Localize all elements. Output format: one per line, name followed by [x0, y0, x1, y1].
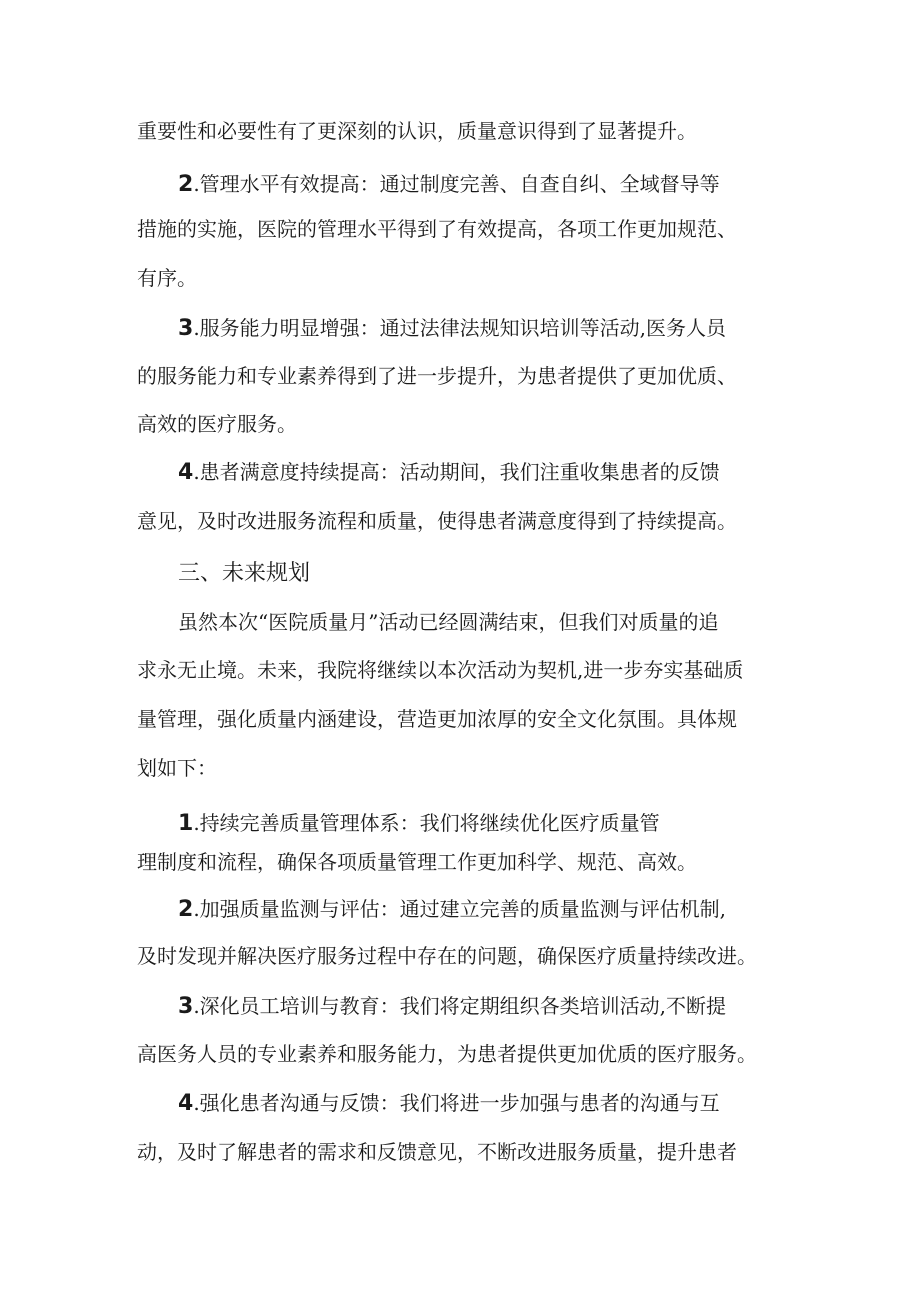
list-number: 1: [178, 811, 194, 836]
list-item-text: .管理水平有效提高：通过制度完善、自查自纠、全域督导等: [193, 172, 720, 196]
paragraph-line: 求永无止境。未来，我院将继续以本次活动为契机,进一步夯实基础质: [137, 658, 744, 682]
list-item-line: [178, 1090, 720, 1117]
list-item-line: 有序。: [137, 266, 197, 290]
list-number: 4: [178, 460, 194, 485]
paragraph-line: 量管理，强化质量内涵建设，营造更加浓厚的安全文化氛围。具体规: [137, 707, 737, 731]
paragraph-line: 重要性和必要性有了更深刻的认识，质量意识得到了显著提升。: [137, 119, 697, 143]
list-item-line: [178, 459, 720, 486]
list-item-line: [178, 171, 720, 198]
list-number: 4: [178, 1091, 194, 1116]
list-item-line: 措施的实施，医院的管理水平得到了有效提高，各项工作更加规范、: [137, 217, 737, 241]
list-item-line: [178, 315, 726, 342]
list-number: 3: [178, 316, 194, 341]
list-item-line: 动，及时了解患者的需求和反馈意见，不断改进服务质量，提升患者: [137, 1140, 737, 1164]
list-item-text: .强化患者沟通与反馈：我们将进一步加强与患者的沟通与互: [193, 1091, 720, 1115]
list-item-text: .深化员工培训与教育：我们将定期组织各类培训活动,不断提: [193, 994, 727, 1018]
list-item-line: 高效的医疗服务。: [137, 412, 297, 436]
list-item-line: 理制度和流程，确保各项质量管理工作更加科学、规范、高效。: [137, 850, 697, 874]
list-item-line: [178, 896, 726, 923]
paragraph-line: 划如下：: [137, 756, 217, 780]
list-number: 2: [178, 897, 194, 922]
list-item-line: 的服务能力和专业素养得到了进一步提升，为患者提供了更加优质、: [137, 364, 737, 388]
list-item-line: 意见，及时改进服务流程和质量，使得患者满意度得到了持续提高。: [137, 509, 737, 533]
list-item-text: .患者满意度持续提高：活动期间，我们注重收集患者的反馈: [193, 460, 720, 484]
list-number: 2: [178, 172, 194, 197]
list-item-line: 高医务人员的专业素养和服务能力，为患者提供更加优质的医疗服务。: [137, 1042, 757, 1066]
list-item-text: .持续完善质量管理体系：我们将继续优化医疗质量管: [193, 811, 660, 835]
paragraph-line: 虽然本次“医院质量月”活动已经圆满结束，但我们对质量的追: [178, 610, 719, 634]
section-heading: 三、未来规划: [178, 561, 311, 586]
list-item-line: 及时发现并解决医疗服务过程中存在的问题，确保医疗质量持续改进。: [137, 944, 757, 968]
list-item-line: [178, 993, 726, 1020]
list-item-line: [178, 810, 660, 837]
list-item-text: .服务能力明显增强：通过法律法规知识培训等活动,医务人员: [193, 316, 727, 340]
list-number: 3: [178, 994, 194, 1019]
list-item-text: .加强质量监测与评估：通过建立完善的质量监测与评估机制,: [193, 897, 727, 921]
